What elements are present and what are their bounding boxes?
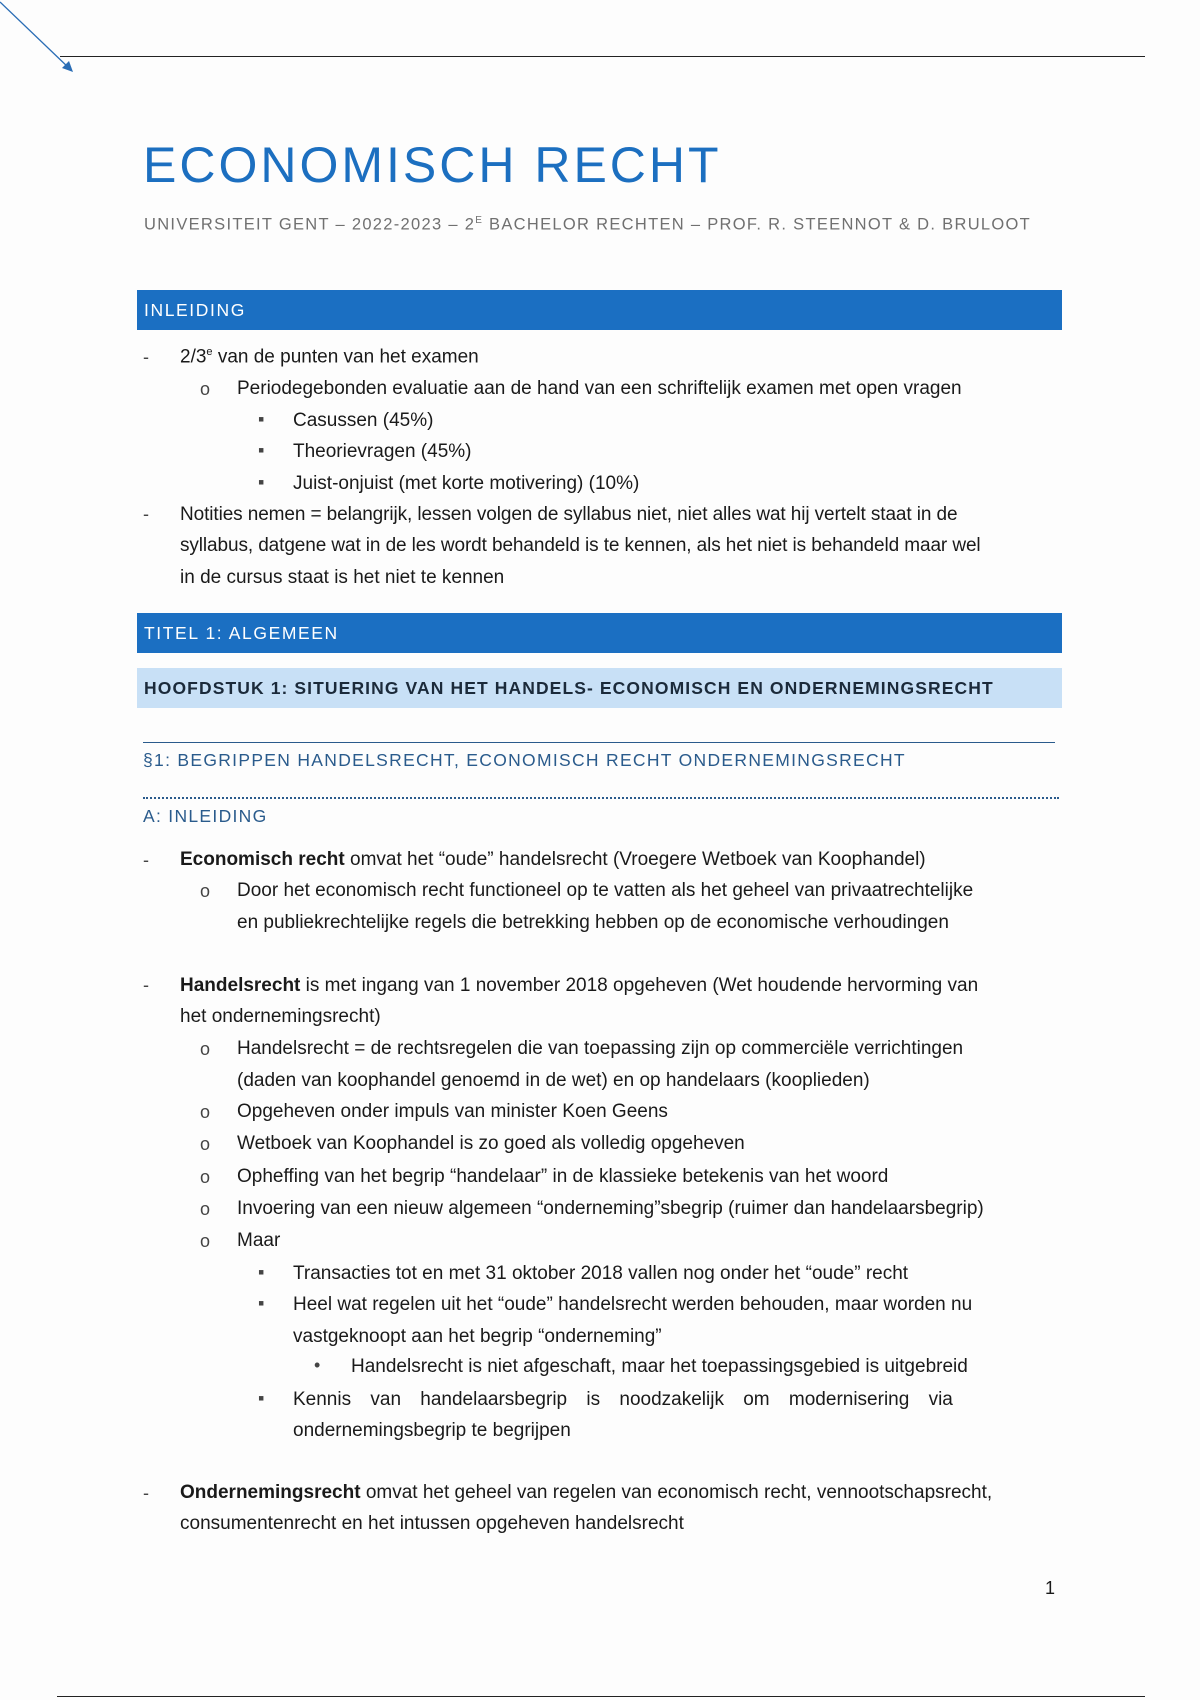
list-item: Ondernemingsrecht omvat het geheel van regelen van economisch recht, vennootschapsrecht, [180, 1482, 993, 1503]
list-item: Door het economisch recht functioneel op te vatten als het geheel van privaatrechtelijke [237, 880, 974, 901]
list-item-continued: syllabus, datgene wat in de les wordt behandeld is te kennen, als het niet is behandeld maar wel [180, 535, 981, 556]
list-item: Handelsrecht is niet afgeschaft, maar het toepassingsgebied is uitgebreid [351, 1356, 968, 1377]
list-item-continued: in de cursus staat is het niet te kennen [180, 567, 505, 588]
square-bullet: ▪ [258, 440, 265, 460]
list-item-continued: vastgeknoopt aan het begrip “onderneming” [293, 1326, 662, 1347]
list-item-continued: (daden van koophandel genoemd in de wet) en op handelaars (kooplieden) [237, 1070, 870, 1091]
dash-bullet: - [143, 1483, 149, 1503]
section-dotted-rule [143, 797, 1059, 799]
circle-bullet: o [200, 1167, 211, 1187]
list-item: Wetboek van Koophandel is zo goed als volledig opgeheven [237, 1133, 745, 1154]
document-title: ECONOMISCH RECHT [143, 137, 722, 193]
list-item: Heel wat regelen uit het “oude” handelsrecht werden behouden, maar worden nu [293, 1294, 973, 1315]
list-item: Juist-onjuist (met korte motivering) (10%) [293, 473, 640, 494]
heading-inleiding: INLEIDING [137, 290, 1062, 330]
square-bullet: ▪ [258, 409, 265, 429]
circle-bullet: o [200, 1039, 211, 1059]
section-rule [143, 742, 1055, 743]
list-item: Invoering van een nieuw algemeen “onderneming”sbegrip (ruimer dan handelaarsbegrip) [237, 1198, 984, 1219]
list-item: Theorievragen (45%) [293, 441, 472, 462]
square-bullet: ▪ [258, 1388, 265, 1408]
heading-titel-1: TITEL 1: ALGEMEEN [137, 613, 1062, 653]
list-item: Transacties tot en met 31 oktober 2018 vallen nog onder het “oude” recht [293, 1263, 909, 1284]
circle-bullet: o [200, 1102, 211, 1122]
list-item: Economisch recht omvat het “oude” handelsrecht (Vroegere Wetboek van Koophandel) [180, 849, 926, 870]
round-bullet: • [314, 1355, 321, 1375]
circle-bullet: o [200, 1199, 211, 1219]
footer-rule [57, 1696, 1145, 1697]
list-item: Opheffing van het begrip “handelaar” in de klassieke betekenis van het woord [237, 1166, 889, 1187]
dash-bullet: - [143, 850, 149, 870]
dash-bullet: - [143, 975, 149, 995]
corner-arrow-icon [0, 0, 80, 80]
list-item-continued: ondernemingsbegrip te begrijpen [293, 1420, 571, 1441]
list-item-continued: het ondernemingsrecht) [180, 1006, 381, 1027]
square-bullet: ▪ [258, 472, 265, 492]
list-item: Handelsrecht is met ingang van 1 november 2018 opgeheven (Wet houdende hervorming van [180, 975, 979, 996]
heading-paragraaf-1: §1: BEGRIPPEN HANDELSRECHT, ECONOMISCH RECHT ONDERNEMINGSRECHT [143, 750, 906, 770]
page-number: 1 [1045, 1578, 1056, 1598]
square-bullet: ▪ [258, 1293, 265, 1313]
heading-hoofdstuk-1: HOOFDSTUK 1: SITUERING VAN HET HANDELS- ECONOMISCH EN ONDERNEMINGSRECHT [137, 668, 1062, 708]
circle-bullet: o [200, 1134, 211, 1154]
list-item: Opgeheven onder impuls van minister Koen Geens [237, 1101, 668, 1122]
list-item: Kennis van handelaarsbegrip is noodzakelijk om modernisering via [293, 1389, 953, 1410]
dash-bullet: - [143, 347, 149, 367]
document-subtitle: UNIVERSITEIT GENT – $2022-2023 - 2^E$ BACHELOR RECHTEN – PROF. R. STEENNOT & D. BRULOOT [144, 215, 1032, 234]
heading-sectie-a: A: INLEIDING [143, 806, 268, 826]
list-item-continued: consumentenrecht en het intussen opgeheven handelsrecht [180, 1513, 684, 1534]
list-item: Periodegebonden evaluatie aan de hand van een schriftelijk examen met open vragen [237, 378, 962, 399]
circle-bullet: o [200, 1231, 211, 1251]
list-item: 2/3e van de punten van het examen [180, 346, 479, 368]
list-item: Handelsrecht = de rechtsregelen die van toepassing zijn op commerciële verrichtingen [237, 1038, 964, 1059]
list-item: Notities nemen = belangrijk, lessen volgen de syllabus niet, niet alles wat hij vertelt staat in de [180, 504, 958, 525]
square-bullet: ▪ [258, 1262, 265, 1282]
list-item-continued: en publiekrechtelijke regels die betrekking hebben op de economische verhoudingen [237, 912, 949, 933]
list-item: Maar [237, 1230, 281, 1251]
list-item: Casussen (45%) [293, 410, 434, 431]
dash-bullet: - [143, 504, 149, 524]
header-rule [60, 56, 1145, 57]
circle-bullet: o [200, 881, 211, 901]
circle-bullet: o [200, 379, 211, 399]
